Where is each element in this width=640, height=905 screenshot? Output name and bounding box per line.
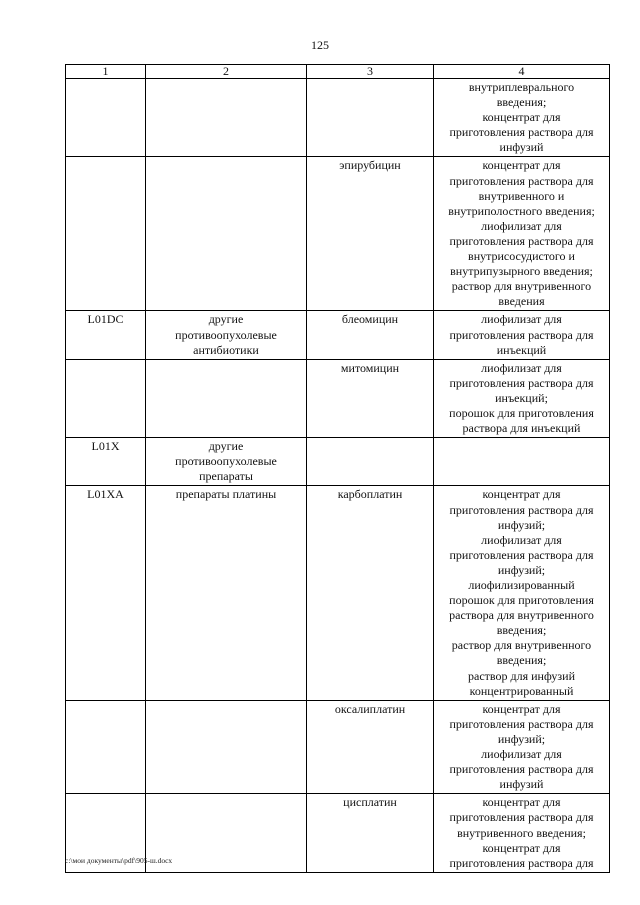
dosage-forms-cell xyxy=(434,486,610,700)
dosage-forms-cell-text: внутриплеврального введения; концентрат для приготовления раствора для инфузий xyxy=(449,80,594,155)
dosage-forms-cell xyxy=(434,794,610,872)
dosage-forms-cell-text: концентрат для приготовления раствора для инфузий; лиофилизат для приготовления раствора для инфузий; лиофилизированный порошок для приготовления раствора для внутривенного введения; раствор для внутривенного введения; раствор для инфузий концентрированный xyxy=(449,487,594,698)
dosage-forms-cell-text: лиофилизат для приготовления раствора для инъекций; порошок для приготовления раствора для инъекций xyxy=(449,360,594,436)
header-col-3: 3 xyxy=(307,65,434,79)
dosage-forms-cell xyxy=(434,311,610,359)
group-name-cell xyxy=(146,79,307,157)
atc-code-cell-text: L01X xyxy=(91,439,120,454)
atc-code-cell xyxy=(66,311,146,359)
atc-code-cell xyxy=(66,157,146,311)
drug-name-cell-text: митомицин xyxy=(340,360,400,375)
group-name-cell xyxy=(146,359,307,437)
table-row xyxy=(66,486,610,700)
atc-code-cell xyxy=(66,486,146,700)
drug-name-cell xyxy=(307,438,434,486)
dosage-forms-cell-text: концентрат для приготовления раствора для инфузий; лиофилизат для приготовления раствора для инфузий xyxy=(449,701,594,792)
table-row xyxy=(66,157,610,311)
atc-code-cell xyxy=(66,700,146,794)
header-col-2: 2 xyxy=(146,65,307,79)
table-row xyxy=(66,79,610,157)
dosage-forms-cell xyxy=(434,359,610,437)
group-name-cell xyxy=(146,700,307,794)
atc-code-cell-text: L01XA xyxy=(87,487,124,502)
group-name-cell xyxy=(146,438,307,486)
dosage-forms-cell xyxy=(434,438,610,486)
group-name-cell-text: препараты платины xyxy=(175,487,277,502)
dosage-forms-cell-text: концентрат для приготовления раствора для внутривенного введения; концентрат для приготовления раствора для xyxy=(449,795,594,870)
dosage-forms-cell-text: лиофилизат для приготовления раствора для инъекций xyxy=(449,312,594,357)
group-name-cell xyxy=(146,311,307,359)
group-name-cell xyxy=(146,486,307,700)
table-header-row xyxy=(66,65,610,79)
footer-file-path: c:\мои документы\pdf\905-ш.docx xyxy=(65,856,173,865)
group-name-cell-text: другие противоопухолевые антибиотики xyxy=(175,312,277,357)
drug-name-cell xyxy=(307,157,434,311)
atc-code-cell xyxy=(66,79,146,157)
drug-table xyxy=(65,64,610,873)
group-name-cell xyxy=(146,157,307,311)
table-row xyxy=(66,700,610,794)
dosage-forms-cell xyxy=(434,79,610,157)
drug-name-cell-text: цисплатин xyxy=(343,795,397,810)
drug-name-cell xyxy=(307,700,434,794)
group-name-cell-text: другие противоопухолевые препараты xyxy=(175,439,277,484)
drug-name-cell-text: карбоплатин xyxy=(337,487,403,502)
table-row xyxy=(66,359,610,437)
drug-name-cell xyxy=(307,79,434,157)
header-col-4: 4 xyxy=(434,65,610,79)
drug-name-cell-text: эпирубицин xyxy=(339,158,401,173)
table-body xyxy=(66,65,610,873)
drug-name-cell xyxy=(307,486,434,700)
dosage-forms-cell xyxy=(434,700,610,794)
drug-name-cell xyxy=(307,794,434,872)
drug-name-cell xyxy=(307,359,434,437)
page-number: 125 xyxy=(311,38,329,52)
drug-name-cell-text: блеомицин xyxy=(341,312,399,327)
atc-code-cell xyxy=(66,438,146,486)
drug-name-cell-text: оксалиплатин xyxy=(334,701,406,716)
atc-code-cell-text: L01DC xyxy=(87,312,124,327)
dosage-forms-cell xyxy=(434,157,610,311)
dosage-forms-cell-text: концентрат для приготовления раствора для внутривенного и внутриполостного введения; лиофилизат для приготовления раствора для внутрисосудистого и внутрипузырного введения; раствор для внутривенного введения xyxy=(448,158,595,309)
table-row xyxy=(66,438,610,486)
drug-name-cell xyxy=(307,311,434,359)
atc-code-cell xyxy=(66,359,146,437)
table-row xyxy=(66,311,610,359)
header-col-1: 1 xyxy=(66,65,146,79)
